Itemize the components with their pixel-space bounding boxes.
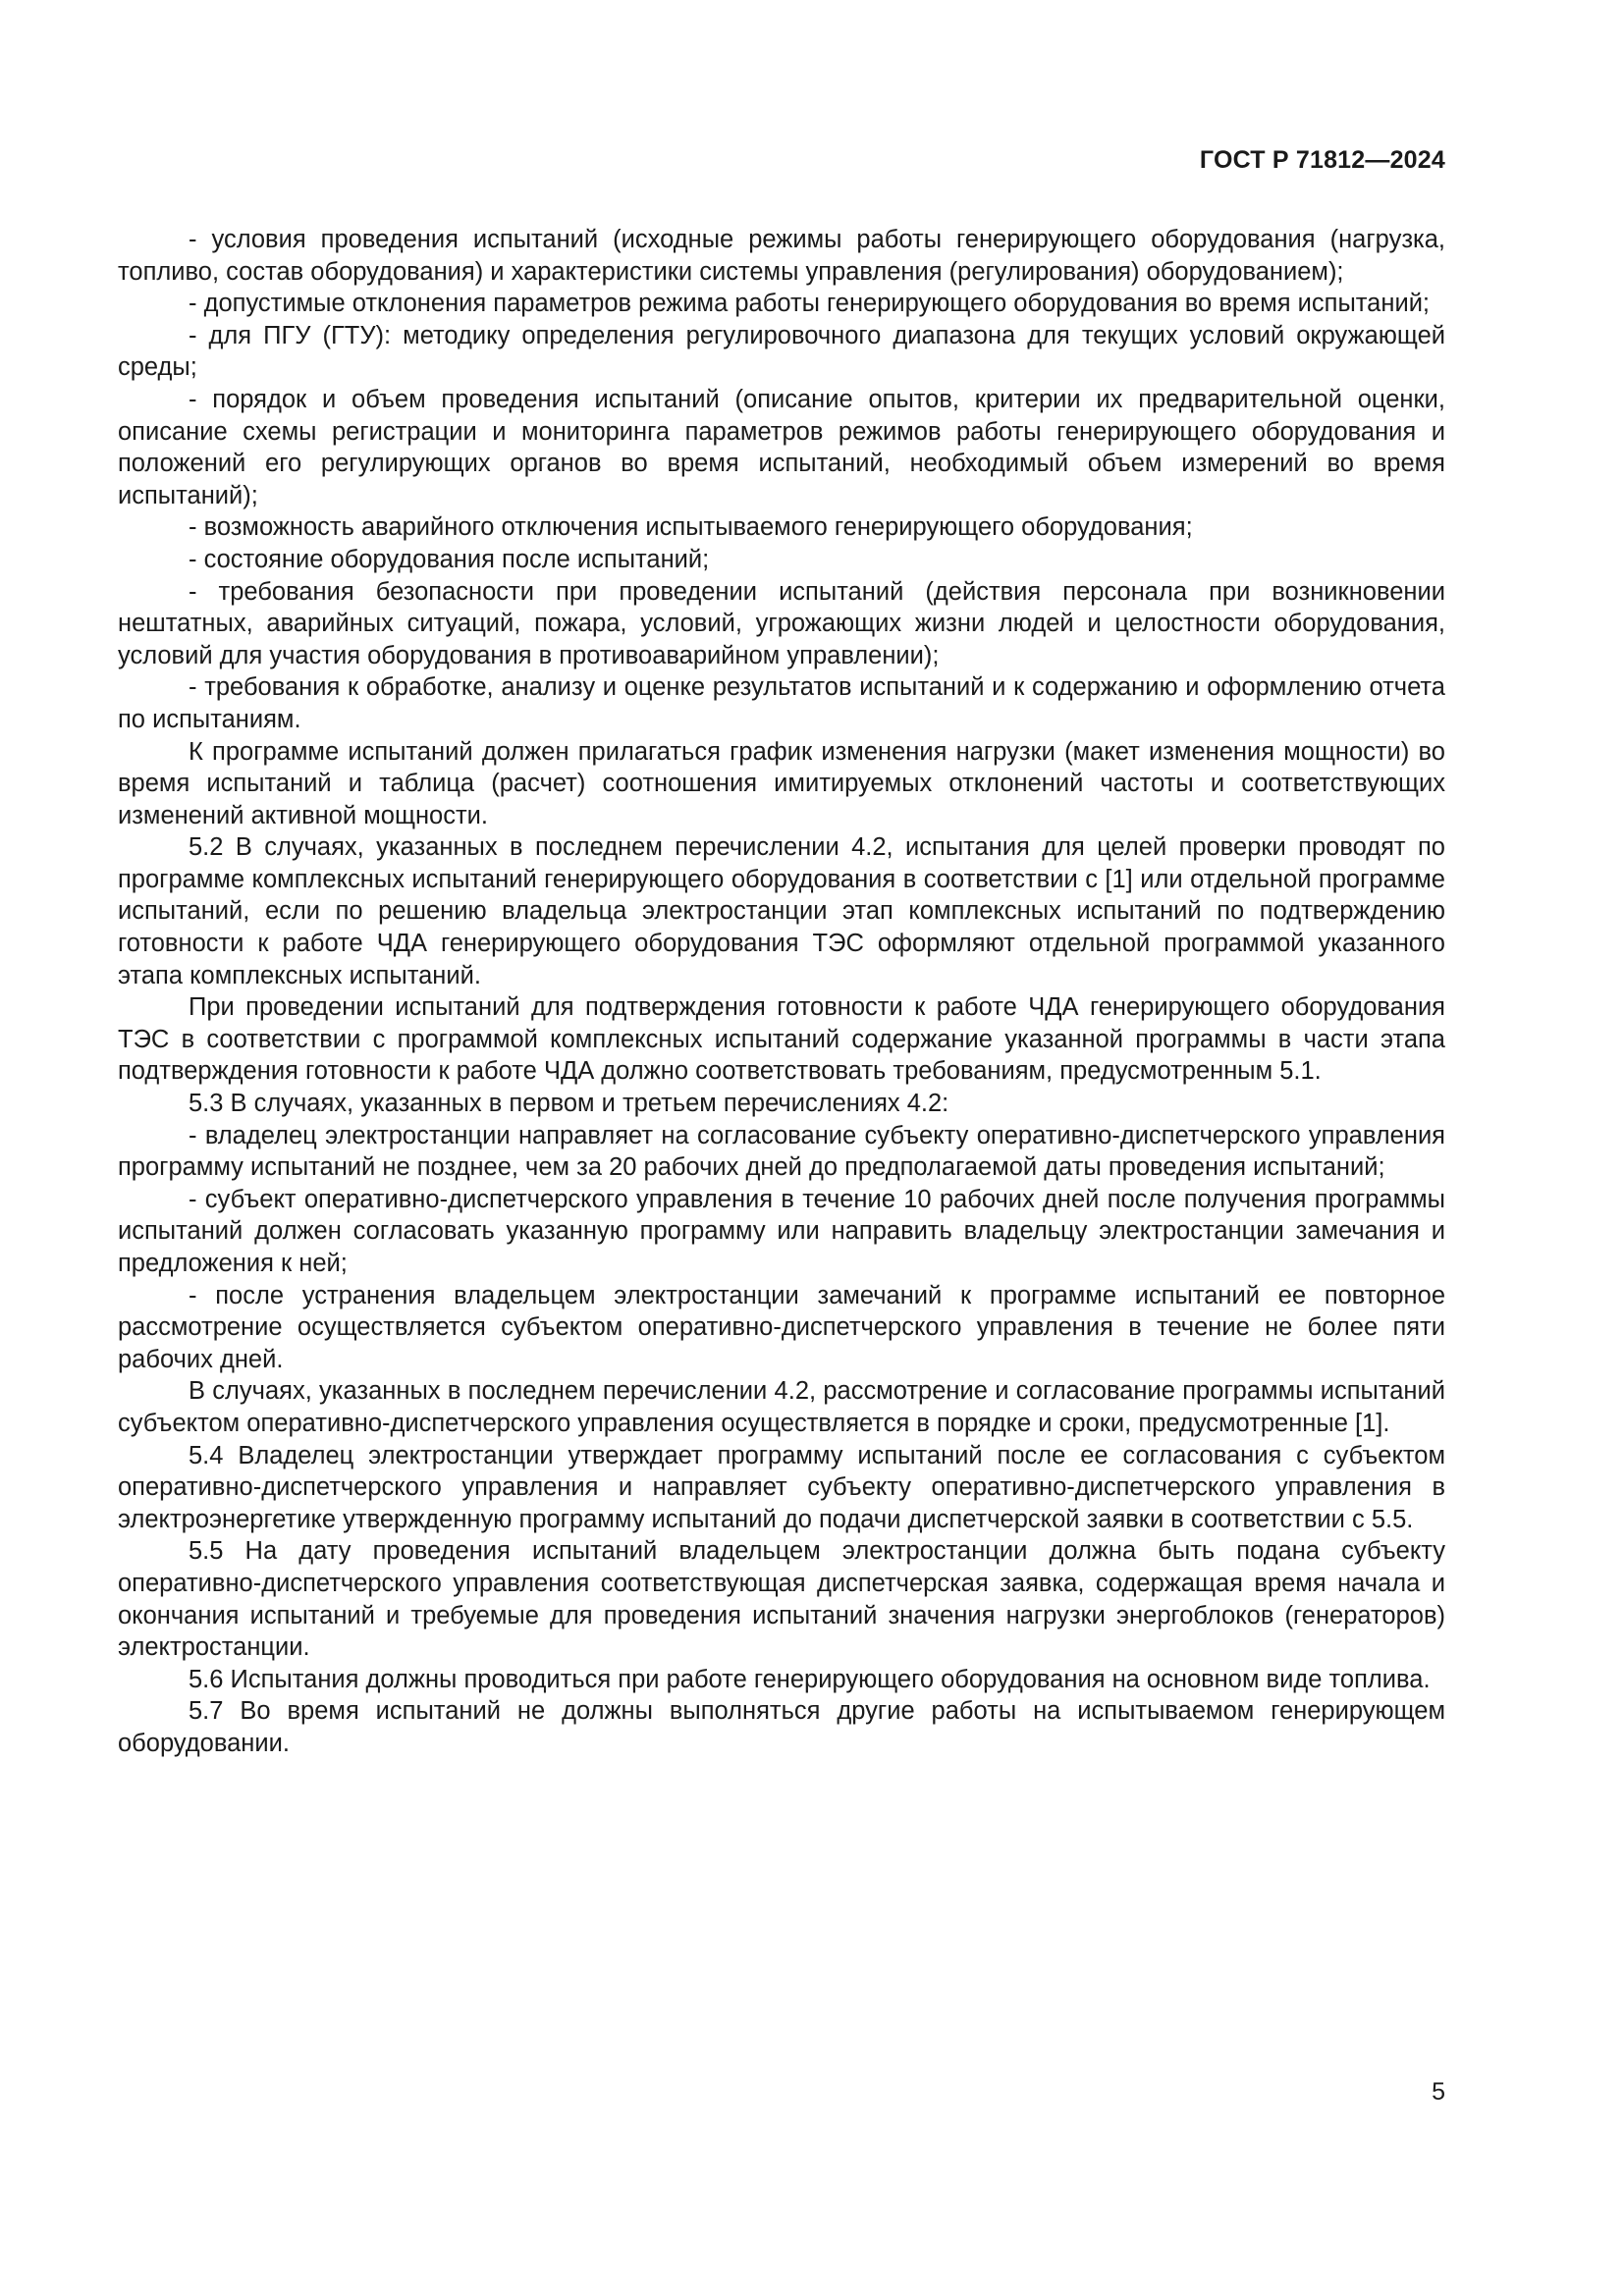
paragraph-section-5-6: 5.6 Испытания должны проводиться при работе генерирующего оборудования на основном виде топлива. <box>189 1665 1431 1693</box>
document-code-header: ГОСТ Р 71812—2024 <box>1199 146 1445 174</box>
paragraph-section-5-7: 5.7 Во время испытаний не должны выполняться другие работы на испытываемом генерирующем оборудовании. <box>118 1697 1445 1757</box>
paragraph-section-5-3: 5.3 В случаях, указанных в первом и третьем перечислениях 4.2: <box>189 1090 949 1118</box>
paragraph-processing-requirements: - требования к обработке, анализу и оценке результатов испытаний и к содержанию и оформлению отчета по испытаниям. <box>118 673 1445 733</box>
paragraph-pgu-method: - для ПГУ (ГТУ): методику определения регулировочного диапазона для текущих условий окружающей среды; <box>118 321 1445 382</box>
paragraph-owner-submits: - владелец электростанции направляет на согласование субъекту оперативно-диспетчерского управления программу испытаний не позднее, чем за 20 рабочих дней до предполагаемой даты проведения испытаний; <box>118 1121 1445 1182</box>
paragraph-load-schedule: К программе испытаний должен прилагаться график изменения нагрузки (макет изменения мощности) во время испытаний и таблица (расчет) соотношения имитируемых отклонений частоты и соответствующих изменений активной мощности. <box>118 737 1445 829</box>
paragraph-section-5-4: 5.4 Владелец электростанции утверждает программу испытаний после ее согласования с субъектом оперативно-диспетчерского управления и направляет субъекту оперативно-диспетчерского управления в электроэнергетике утвержденную программу испытаний до подачи диспетчерской заявки в соответствии с 5.5. <box>118 1441 1445 1533</box>
paragraph-readiness-tests: При проведении испытаний для подтверждения готовности к работе ЧДА генерирующего оборудования ТЭС в соответствии с программой комплексных испытаний содержание указанной программы в части этапа подтверждения готовности к работе ЧДА должно соответствовать требованиям, предусмотренным 5.1. <box>118 993 1445 1086</box>
paragraph-emergency-shutdown: - возможность аварийного отключения испытываемого генерирующего оборудования; <box>189 513 1193 542</box>
paragraph-section-5-5: 5.5 На дату проведения испытаний владельцем электростанции должна быть подана субъекту оперативно-диспетчерского управления соответствующая диспетчерская заявка, содержащая время начала и окончания испытаний и требуемые для проведения испытаний значения нагрузки энергоблоков (генераторов) электростанции. <box>118 1537 1445 1662</box>
paragraph-allowed-deviations: - допустимые отклонения параметров режима работы генерирующего оборудования во время испытаний; <box>189 290 1431 318</box>
paragraph-test-procedure: - порядок и объем проведения испытаний (описание опытов, критерии их предварительной оценки, описание схемы регистрации и мониторинга параметров режимов работы генерирующего оборудования и положений его регулирующих органов во время испытаний, необходимый объем измерений во время испытаний); <box>118 385 1445 509</box>
paragraph-section-5-2: 5.2 В случаях, указанных в последнем перечислении 4.2, испытания для целей проверки проводят по программе комплексных испытаний генерирующего оборудования в соответствии с [1] или отдельной программе испытаний, если по решению владельца электростанции этап комплексных испытаний по подтверждению готовности к работе ЧДА генерирующего оборудования ТЭС оформляют отдельной программой указанного этапа комплексных испытаний. <box>118 833 1445 989</box>
paragraph-equipment-state: - состояние оборудования после испытаний; <box>189 545 710 573</box>
body-text <box>118 224 1445 1760</box>
paragraph-test-conditions: - условия проведения испытаний (исходные режимы работы генерирующего оборудования (нагрузка, топливо, состав оборудования) и характеристики системы управления (регулирования) оборудованием); <box>118 226 1445 286</box>
paragraph-safety-requirements: - требования безопасности при проведении испытаний (действия персонала при возникновении нештатных, аварийных ситуаций, пожара, условий, угрожающих жизни людей и целостности оборудования, условий для участия оборудования в противоаварийном управлении); <box>118 577 1445 669</box>
paragraph-last-listing-cases: В случаях, указанных в последнем перечислении 4.2, рассмотрение и согласование программы испытаний субъектом оперативно-диспетчерского управления осуществляется в порядке и сроки, предусмотренные [1]. <box>118 1377 1445 1437</box>
paragraph-operator-approves: - субъект оперативно-диспетчерского управления в течение 10 рабочих дней после получения программы испытаний должен согласовать указанную программу или направить владельцу электростанции замечания и предложения к ней; <box>118 1185 1445 1277</box>
page-number: 5 <box>1432 2078 1445 2106</box>
paragraph-re-review: - после устранения владельцем электростанции замечаний к программе испытаний ее повторное рассмотрение осуществляется субъектом оперативно-диспетчерского управления в течение не более пяти рабочих дней. <box>118 1281 1445 1373</box>
